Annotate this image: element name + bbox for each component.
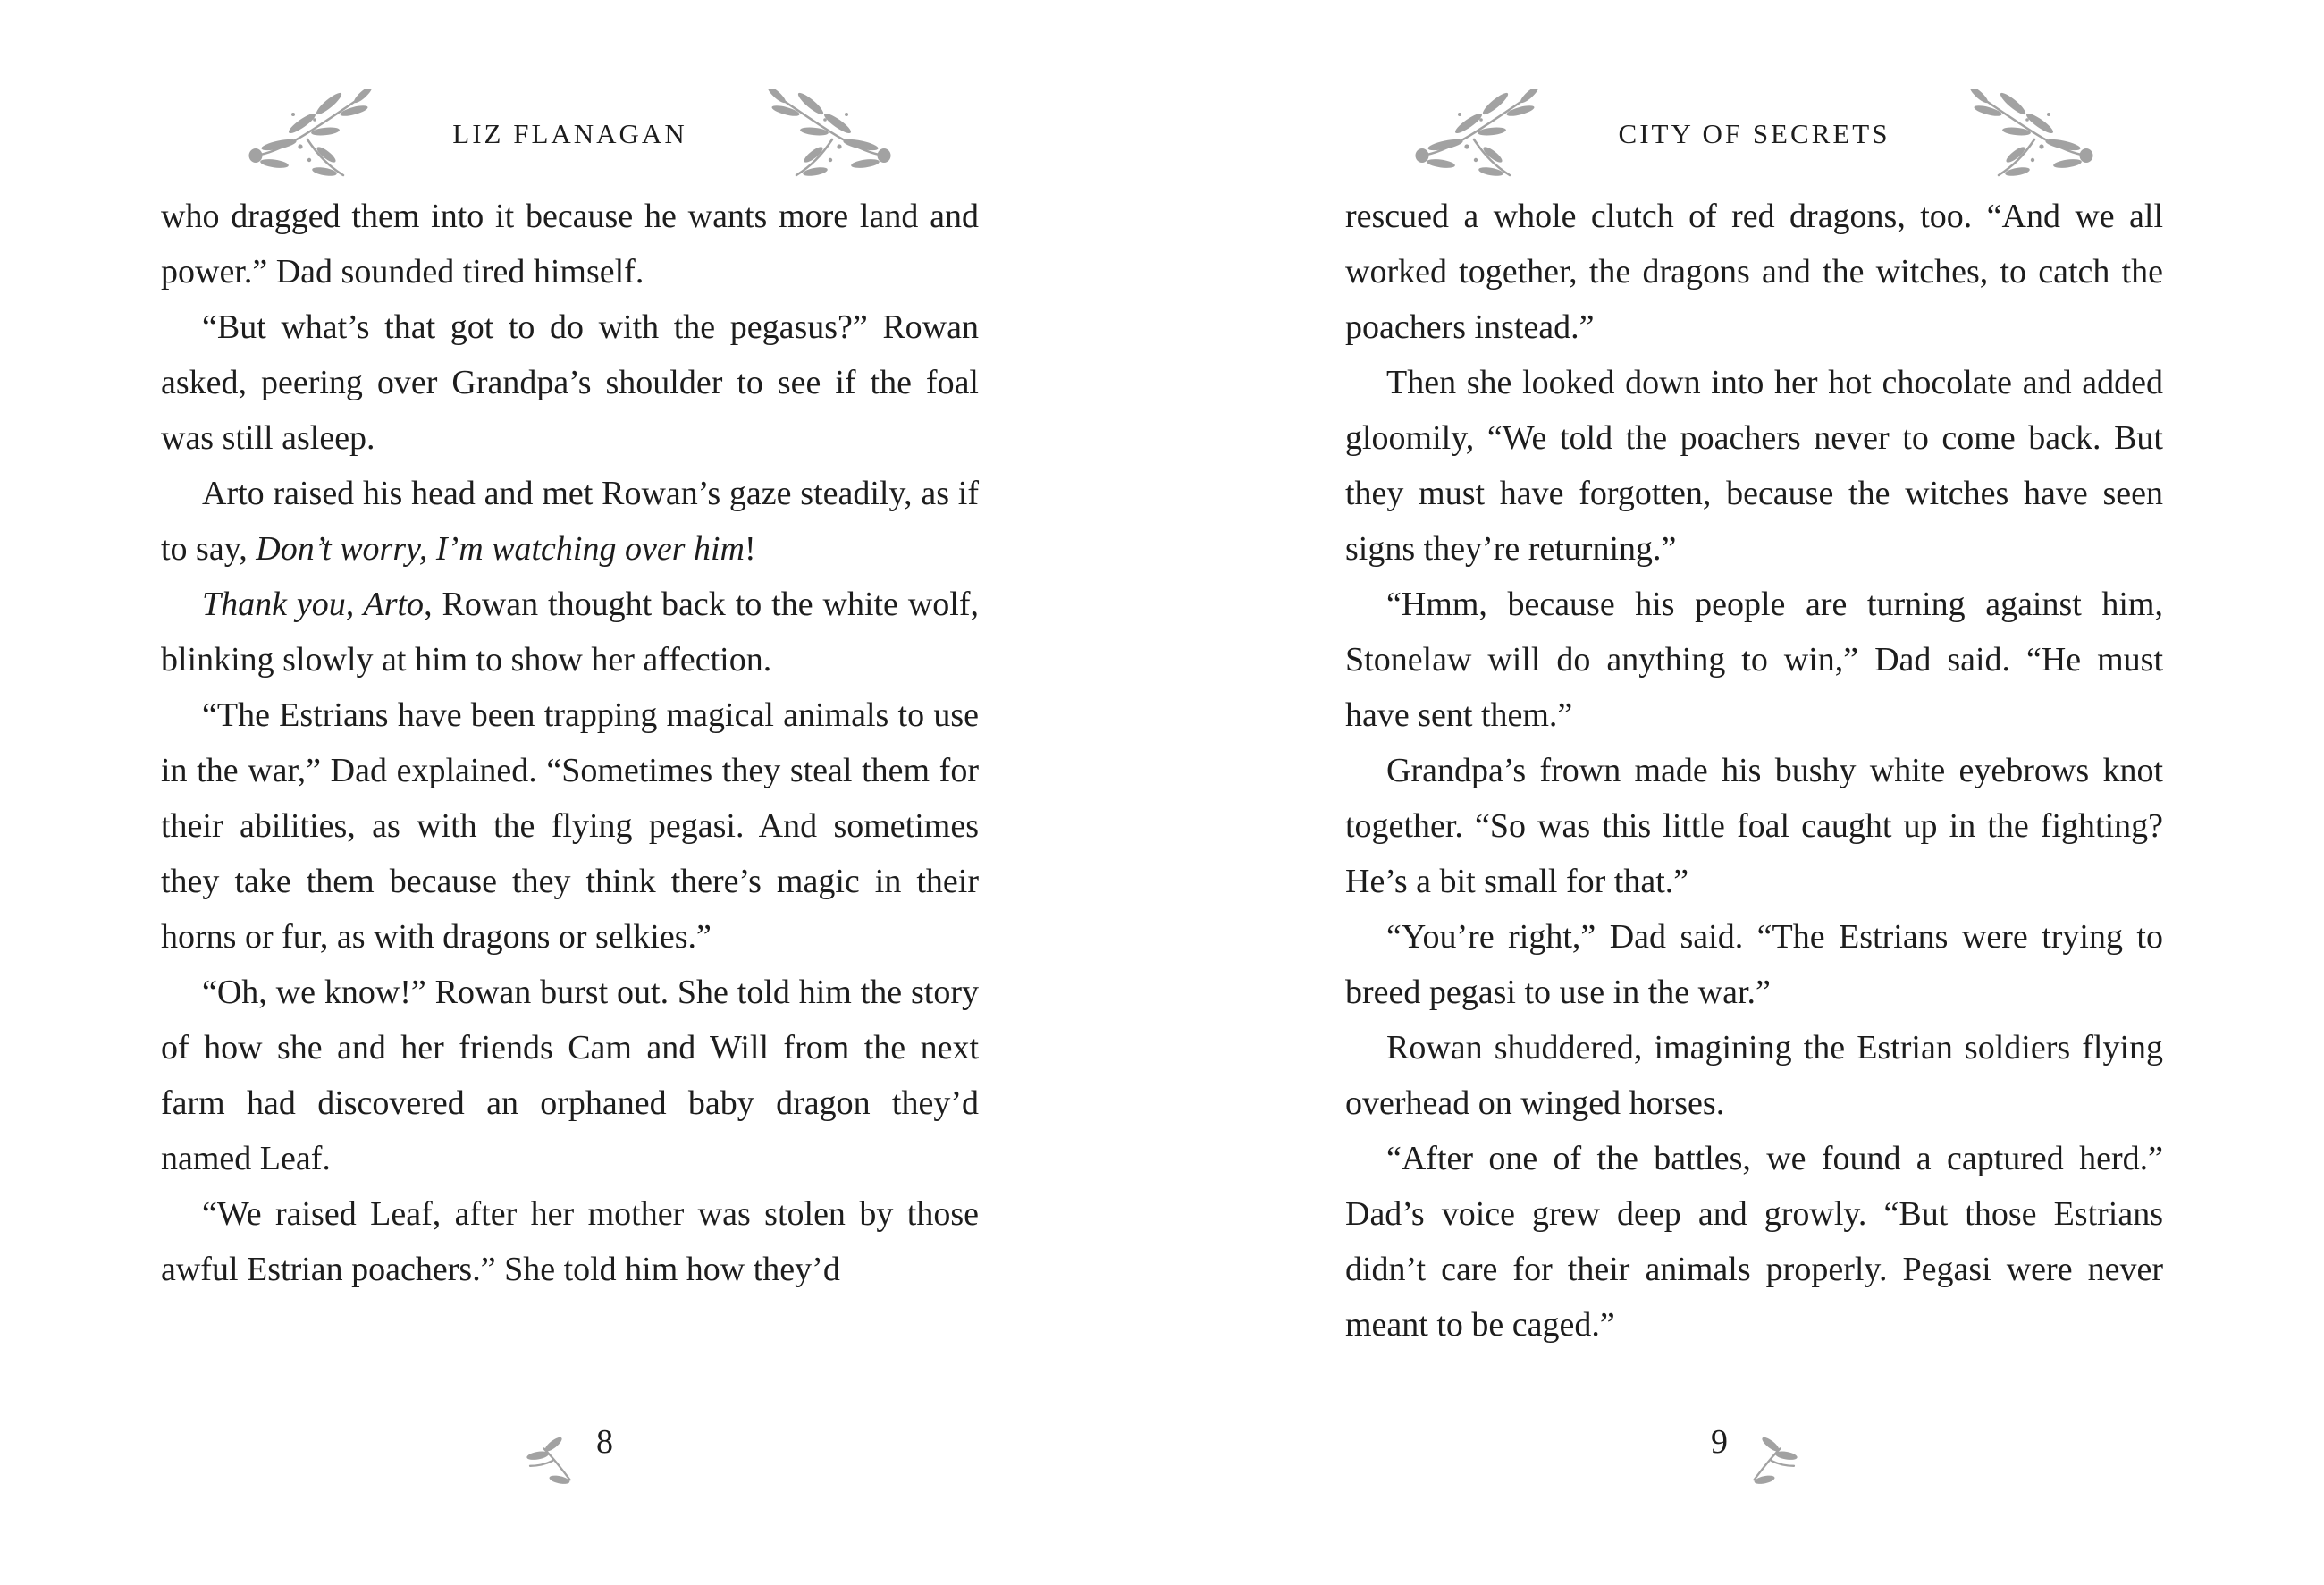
page-number-right: 9 bbox=[1711, 1423, 1728, 1461]
page-number-left: 8 bbox=[596, 1423, 613, 1461]
paragraph bbox=[161, 1186, 979, 1297]
paragraph bbox=[1345, 743, 2163, 909]
page-footer-right bbox=[1345, 1424, 2163, 1487]
branch-sprig-ornament-icon bbox=[1413, 89, 1547, 179]
page-header-left bbox=[161, 88, 979, 181]
italic-text: Thank you, Arto bbox=[202, 586, 425, 623]
body-text: “We raised Leaf, after her mother was stolen by those awful Estrian poachers.” She told him how they’d bbox=[161, 1195, 979, 1288]
paragraph bbox=[161, 577, 979, 687]
body-text: “Hmm, because his people are turning against him, Stonelaw will do anything to win,” Dad said. “He must have sent them.” bbox=[1345, 586, 2163, 734]
body-text: “Oh, we know!” Rowan burst out. She told him the story of how she and her friends Cam and Will from the next farm had discovered an orphaned baby dragon they’d named Leaf. bbox=[161, 974, 979, 1177]
page-right-column bbox=[1345, 0, 2163, 1585]
paragraph bbox=[161, 687, 979, 965]
running-head-book-title: CITY OF SECRETS bbox=[1618, 118, 1890, 149]
body-text: Then she looked down into her hot chocolate and added gloomily, “We told the poachers never to come back. But they must have forgotten, because the witches have seen signs they’re returning.” bbox=[1345, 364, 2163, 568]
page-right bbox=[1162, 0, 2324, 1585]
paragraph bbox=[1345, 909, 2163, 1020]
page-footer-left bbox=[161, 1424, 979, 1487]
body-text: Grandpa’s frown made his bushy white eyebrows knot together. “So was this little foal caught up in the fighting? He’s a bit small for that.” bbox=[1345, 752, 2163, 900]
body-text: “You’re right,” Dad said. “The Estrians were trying to breed pegasi to use in the war.” bbox=[1345, 918, 2163, 1011]
body-text: Rowan shuddered, imagining the Estrian soldiers flying overhead on winged horses. bbox=[1345, 1029, 2163, 1122]
body-text: “But what’s that got to do with the pegasus?” Rowan asked, peering over Grandpa’s shoulder to see if the foal was still asleep. bbox=[161, 308, 979, 457]
paragraph bbox=[1345, 1131, 2163, 1353]
paragraph bbox=[1345, 577, 2163, 743]
body-text: who dragged them into it because he wants more land and power.” Dad sounded tired himself. bbox=[161, 198, 979, 291]
body-text: ! bbox=[744, 530, 756, 568]
leaf-sprig-ornament-icon bbox=[526, 1435, 587, 1487]
body-text-left bbox=[161, 189, 979, 1297]
body-text: “After one of the battles, we found a captured herd.” Dad’s voice grew deep and growly. “But those Estrians didn’t care for their animals properly. Pegasi were never meant to be caged.” bbox=[1345, 1140, 2163, 1344]
body-text: “The Estrians have been trapping magical animals to use in the war,” Dad explained. “Sometimes they steal them for their abilities, as with the flying pegasi. And sometimes they take them because they think there’s magic in their horns or fur, as with dragons or selkies.” bbox=[161, 696, 979, 956]
paragraph bbox=[161, 189, 979, 299]
leaf-sprig-ornament-icon bbox=[1737, 1435, 1798, 1487]
running-head-author: LIZ FLANAGAN bbox=[452, 118, 687, 149]
body-text: rescued a whole clutch of red dragons, too. “And we all worked together, the dragons and the witches, to catch the poachers instead.” bbox=[1345, 198, 2163, 346]
page-left-column bbox=[161, 0, 979, 1585]
paragraph bbox=[161, 466, 979, 577]
branch-sprig-ornament-icon bbox=[1961, 89, 2095, 179]
paragraph bbox=[1345, 1020, 2163, 1131]
paragraph bbox=[161, 299, 979, 466]
branch-sprig-ornament-icon bbox=[247, 89, 381, 179]
branch-sprig-ornament-icon bbox=[759, 89, 893, 179]
body-text: Arto raised his head and met Rowan’s gaze steadily, as if to say, bbox=[161, 475, 979, 568]
body-text-right bbox=[1345, 189, 2163, 1353]
body-text: , Rowan thought back to the white wolf, blinking slowly at him to show her affection. bbox=[161, 586, 979, 679]
italic-text: Don’t worry, I’m watching over him bbox=[256, 530, 745, 568]
paragraph bbox=[161, 965, 979, 1186]
page-header-right bbox=[1345, 88, 2163, 181]
paragraph bbox=[1345, 189, 2163, 355]
paragraph bbox=[1345, 355, 2163, 577]
